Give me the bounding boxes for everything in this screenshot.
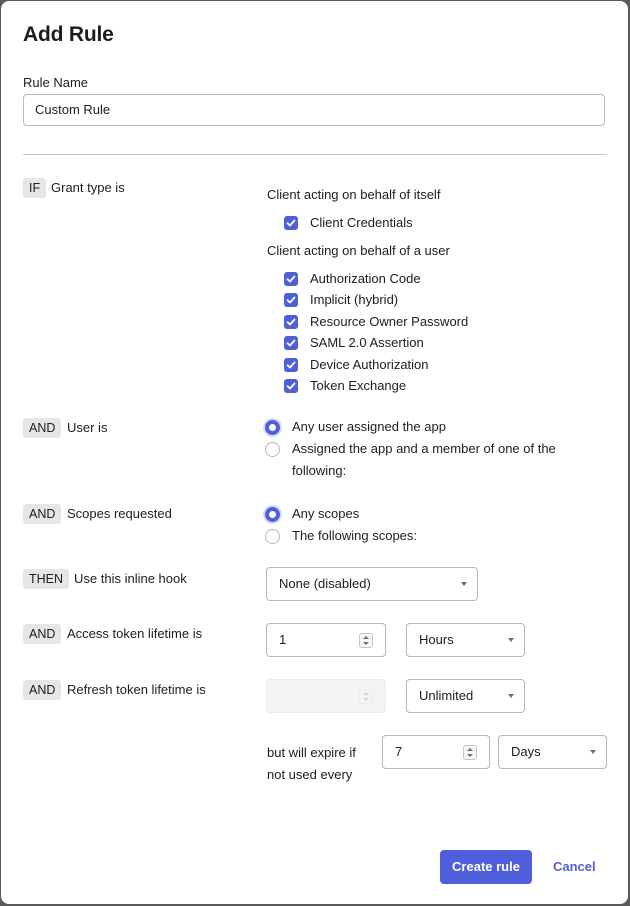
refresh-token-amount-input — [266, 679, 386, 713]
checkbox-checked-icon[interactable] — [284, 379, 298, 393]
and-badge: AND — [23, 418, 61, 438]
caret-down-icon — [590, 750, 596, 754]
dialog-title: Add Rule — [23, 23, 114, 46]
user-group-label: Client acting on behalf of a user — [267, 243, 450, 258]
number-value: 1 — [279, 632, 287, 647]
access-token-lifetime-label: Access token lifetime is — [67, 626, 203, 641]
caret-down-icon — [461, 582, 467, 586]
checkbox-label: Device Authorization — [310, 357, 429, 372]
user-is-label: User is — [67, 420, 108, 435]
checkbox-label: Token Exchange — [310, 378, 407, 393]
caret-down-icon — [508, 638, 514, 642]
expire-text: but will expire if not used every — [267, 745, 356, 782]
inline-hook-select[interactable] — [266, 567, 478, 601]
checkbox-label: Client Credentials — [310, 215, 413, 230]
and-badge: AND — [23, 624, 61, 644]
refresh-token-unit-select[interactable] — [406, 679, 525, 713]
select-value: Hours — [419, 632, 454, 647]
radio-label: The following scopes: — [292, 528, 418, 543]
radio-assigned-member[interactable] — [265, 442, 280, 457]
divider — [23, 154, 607, 155]
stepper-icon — [359, 689, 373, 704]
radio-label: Assigned the app and a member of one of the following: — [292, 441, 556, 478]
number-value: 7 — [395, 744, 403, 759]
add-rule-dialog — [1, 1, 628, 904]
create-rule-button[interactable]: Create rule — [440, 850, 532, 884]
checkbox-checked-icon[interactable] — [284, 272, 298, 286]
checkbox-checked-icon[interactable] — [284, 358, 298, 372]
radio-any-scopes[interactable] — [265, 507, 280, 522]
checkbox-label: Implicit (hybrid) — [310, 292, 399, 307]
then-badge: THEN — [23, 569, 69, 589]
checkbox-label: Resource Owner Password — [310, 314, 469, 329]
checkbox-label: SAML 2.0 Assertion — [310, 335, 424, 350]
radio-label: Any scopes — [292, 506, 360, 521]
refresh-token-lifetime-label: Refresh token lifetime is — [67, 682, 206, 697]
access-token-amount-input[interactable] — [266, 623, 386, 657]
radio-following-scopes[interactable] — [265, 529, 280, 544]
radio-any-user[interactable] — [265, 420, 280, 435]
if-badge: IF — [23, 178, 46, 198]
checkbox-label: Authorization Code — [310, 271, 421, 286]
select-value: None (disabled) — [279, 576, 371, 591]
cancel-button[interactable]: Cancel — [553, 859, 596, 874]
expire-unit-select[interactable] — [498, 735, 607, 769]
grant-type-label: Grant type is — [51, 180, 125, 195]
access-token-unit-select[interactable] — [406, 623, 525, 657]
select-value: Days — [511, 744, 541, 759]
checkbox-checked-icon[interactable] — [284, 315, 298, 329]
expire-amount-input[interactable] — [382, 735, 490, 769]
and-badge: AND — [23, 680, 61, 700]
checkbox-checked-icon[interactable] — [284, 336, 298, 350]
rule-name-input[interactable]: Custom Rule — [23, 94, 605, 126]
inline-hook-label: Use this inline hook — [74, 571, 187, 586]
stepper-icon[interactable] — [463, 745, 477, 760]
rule-name-label: Rule Name — [23, 75, 89, 90]
and-badge: AND — [23, 504, 61, 524]
stepper-icon[interactable] — [359, 633, 373, 648]
scopes-requested-label: Scopes requested — [67, 506, 172, 521]
self-group-label: Client acting on behalf of itself — [267, 187, 441, 202]
checkbox-checked-icon[interactable] — [284, 293, 298, 307]
checkbox-checked-icon[interactable] — [284, 216, 298, 230]
radio-label: Any user assigned the app — [292, 419, 446, 434]
select-value: Unlimited — [419, 688, 474, 703]
caret-down-icon — [508, 694, 514, 698]
